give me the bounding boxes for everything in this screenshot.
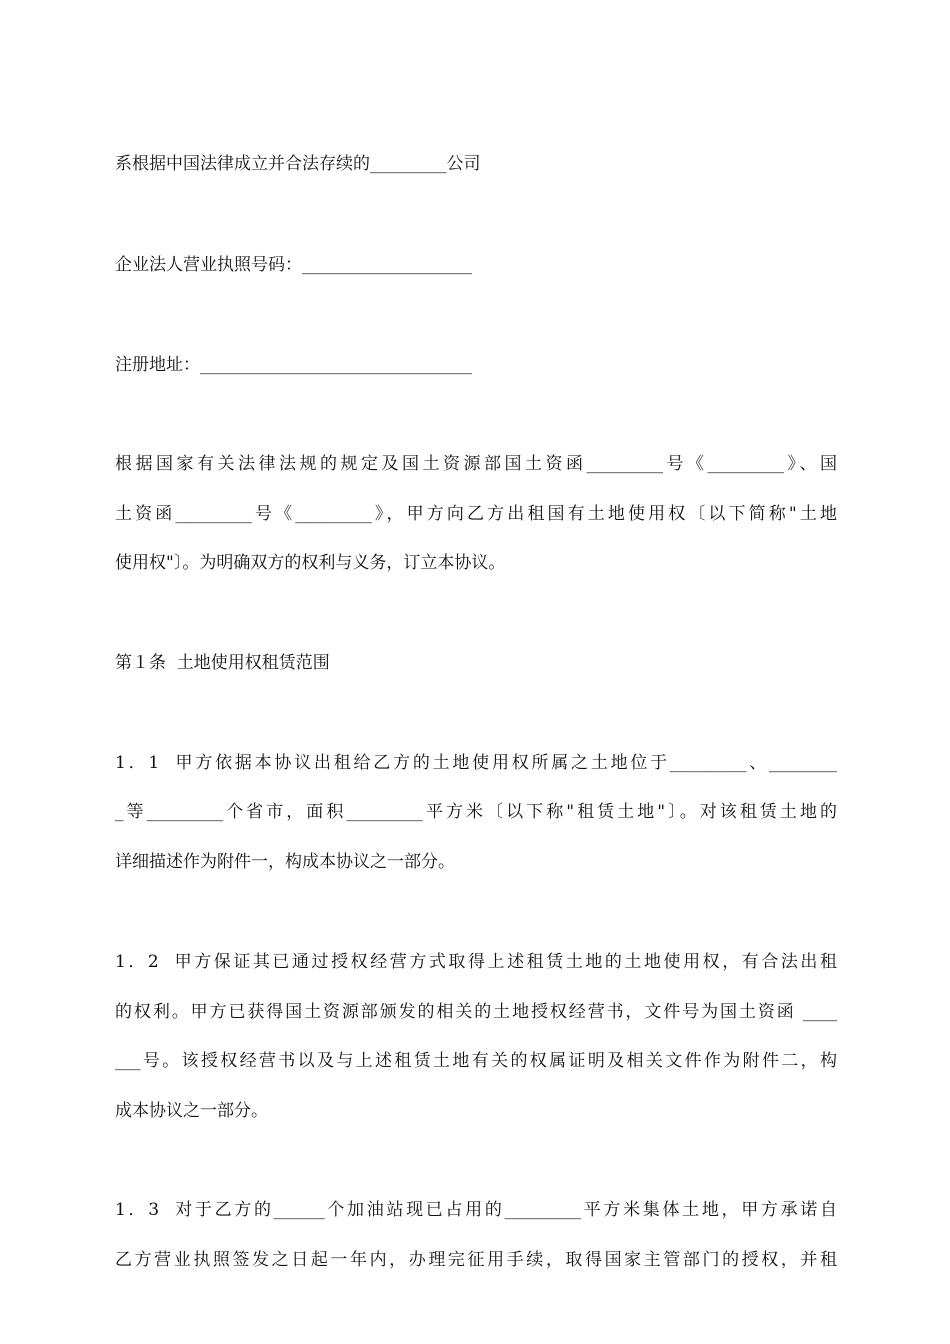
clause-1-1-line-3: 详细描述作为附件一，构成本协议之一部分。 <box>115 852 455 872</box>
registered-address-line: 注册地址：________________________________ <box>115 355 472 375</box>
company-line: 系根据中国法律成立并合法存续的_________公司 <box>115 154 481 174</box>
clause-1-2-line-4: 成本协议之一部分。 <box>115 1101 268 1121</box>
preamble-line-2: 土资函_________号《_________》，甲方向乙方出租国有土地使用权〔以下简称"土地 <box>115 504 837 524</box>
clause-1-3-line-2: 乙方营业执照签发之日起一年内，办理完征用手续，取得国家主管部门的授权，并租 <box>115 1250 837 1270</box>
clause-1-2-line-2: 的权利。甲方已获得国土资源部颁发的相关的土地授权经营书，文件号为国土资函 ____ <box>115 1002 837 1022</box>
clause-1-2-line-3: ___号。该授权经营书以及与上述租赁土地有关的权属证明及相关文件作为附件二，构 <box>115 1051 837 1071</box>
clause-1-1-line-1: 1．1 甲方依据本协议出租给乙方的土地使用权所属之土地位于_________、________ <box>115 753 837 773</box>
clause-1-1-line-2: _等_________个省市，面积_________平方米〔以下称"租赁土地"〕。对该租赁土地的 <box>115 802 837 822</box>
article-1-heading: 第１条 土地使用权租赁范围 <box>115 653 330 673</box>
business-license-line: 企业法人营业执照号码：____________________ <box>115 255 472 275</box>
clause-1-2-line-1: 1．2 甲方保证其已通过授权经营方式取得上述租赁土地的土地使用权，有合法出租 <box>115 952 837 972</box>
preamble-line-3: 使用权"〕。为明确双方的权利与义务，订立本协议。 <box>115 553 506 573</box>
preamble-line-1: 根据国家有关法律法规的规定及国土资源部国土资函_________号《_________》、国 <box>115 454 837 474</box>
clause-1-3-line-1: 1．3 对于乙方的______个加油站现已占用的_________平方米集体土地，甲方承诺自 <box>115 1200 837 1220</box>
